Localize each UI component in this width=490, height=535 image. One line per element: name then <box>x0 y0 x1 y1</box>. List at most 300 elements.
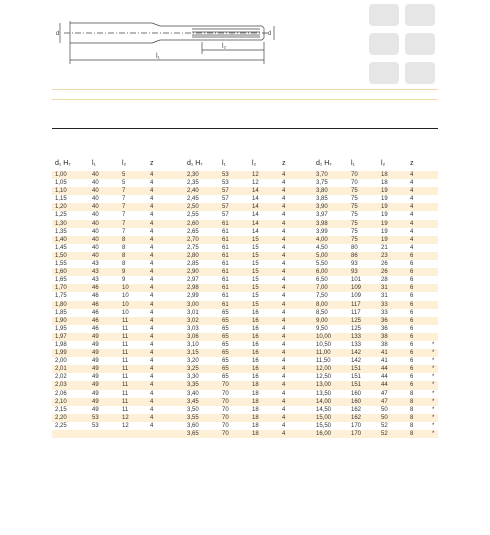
table-cell: 18 <box>252 414 259 421</box>
table-row <box>52 309 438 317</box>
table-cell: 1,15 <box>55 196 67 203</box>
table-cell: 11,50 <box>316 358 331 365</box>
table-row <box>52 171 438 179</box>
table-cell: 3,30 <box>187 374 199 381</box>
table-cell: 4 <box>282 236 286 243</box>
note-star: * <box>432 366 435 373</box>
column-header: l₁ <box>351 160 355 167</box>
table-cell: 10 <box>122 309 129 316</box>
table-cell: 3,60 <box>187 422 199 429</box>
table-cell: 2,70 <box>187 236 199 243</box>
table-cell: 13,50 <box>316 390 332 397</box>
table-row <box>52 373 438 381</box>
table-cell: 70 <box>222 406 229 413</box>
table-cell: 70 <box>222 431 229 437</box>
table-cell: 36 <box>381 317 388 324</box>
table-cell: 4 <box>410 196 414 203</box>
table-cell: 170 <box>351 431 362 437</box>
table-cell: 11 <box>122 382 129 389</box>
table-row <box>52 381 438 389</box>
table-cell: 3,02 <box>187 317 199 324</box>
table-row <box>52 268 438 276</box>
table-cell: 8,50 <box>316 309 328 316</box>
table-cell: 2,45 <box>187 196 199 203</box>
table-cell: 75 <box>351 204 358 211</box>
table-cell: 11 <box>122 341 129 348</box>
table-cell: 4 <box>150 252 154 259</box>
table-cell: 15,50 <box>316 422 332 429</box>
table-cell: 10,50 <box>316 341 332 348</box>
column-header: l₂ <box>381 160 386 167</box>
table-cell: 15,00 <box>316 414 332 421</box>
table-cell: 12 <box>252 172 259 178</box>
table-row <box>52 365 438 373</box>
table-cell: 8 <box>410 398 414 405</box>
table-cell: 162 <box>351 414 362 421</box>
table-cell: 2,00 <box>55 358 67 365</box>
note-star: * <box>432 374 435 381</box>
l2-label: l₂ <box>222 43 227 50</box>
table-cell: 4 <box>150 317 154 324</box>
table-cell: 3,45 <box>187 398 199 405</box>
table-cell: 65 <box>222 358 229 365</box>
table-cell: 18 <box>252 398 259 405</box>
placeholder-icon <box>405 62 435 84</box>
table-cell: 6 <box>410 341 414 348</box>
table-cell: 2,10 <box>55 398 67 405</box>
table-cell: 4 <box>282 277 286 284</box>
table-cell: 19 <box>381 236 388 243</box>
table-cell: 16 <box>252 333 259 340</box>
table-cell: 50 <box>381 406 388 413</box>
table-cell: 2,75 <box>187 244 199 251</box>
table-cell: 7 <box>122 228 126 235</box>
table-cell: 16 <box>252 358 259 365</box>
table-cell: 1,25 <box>55 212 67 219</box>
table-cell: 33 <box>381 309 388 316</box>
placeholder-icon <box>405 33 435 55</box>
table-cell: 9,00 <box>316 317 328 324</box>
table-cell: 49 <box>92 333 99 340</box>
table-cell: 19 <box>381 204 388 211</box>
table-cell: 7 <box>122 204 126 211</box>
table-cell: 15 <box>252 301 259 308</box>
table-cell: 49 <box>92 374 99 381</box>
table-cell: 2,90 <box>187 269 199 276</box>
table-cell: 2,06 <box>55 390 67 397</box>
table-cell: 1,90 <box>55 317 67 324</box>
table-row <box>52 252 438 260</box>
table-cell: 4 <box>282 204 286 211</box>
table-cell: 7,50 <box>316 293 328 300</box>
table-cell: 2,03 <box>55 382 67 389</box>
table-cell: 16 <box>252 350 259 357</box>
table-cell: 46 <box>92 325 99 332</box>
table-cell: 1,10 <box>55 188 67 195</box>
table-cell: 44 <box>381 366 388 373</box>
table-cell: 19 <box>381 212 388 219</box>
table-cell: 4 <box>150 180 154 187</box>
table-cell: 4 <box>410 180 414 187</box>
table-cell: 3,00 <box>187 301 199 308</box>
table-cell: 75 <box>351 220 358 227</box>
table-row <box>52 292 438 300</box>
table-cell: 4 <box>282 212 286 219</box>
table-row <box>52 203 438 211</box>
table-cell: 3,99 <box>316 228 328 235</box>
table-cell: 6 <box>410 269 414 276</box>
table-cell: 8 <box>410 390 414 397</box>
table-cell: 4 <box>150 228 154 235</box>
table-cell: 4 <box>150 325 154 332</box>
note-star: * <box>432 431 435 437</box>
table-row <box>52 187 438 195</box>
table-cell: 49 <box>92 398 99 405</box>
table-cell: 50 <box>381 414 388 421</box>
table-cell: 46 <box>92 317 99 324</box>
table-cell: 46 <box>92 309 99 316</box>
table-cell: 7 <box>122 212 126 219</box>
table-cell: 11 <box>122 374 129 381</box>
table-cell: 26 <box>381 261 388 268</box>
table-cell: 40 <box>92 244 99 251</box>
placeholder-icon <box>405 4 435 26</box>
table-cell: 4 <box>150 398 154 405</box>
table-cell: 6 <box>410 374 414 381</box>
table-cell: 2,99 <box>187 293 199 300</box>
table-cell: 4 <box>150 204 154 211</box>
table-cell: 8 <box>122 252 126 259</box>
table-cell: 4 <box>150 333 154 340</box>
table-cell: 52 <box>381 431 388 437</box>
table-cell: 4 <box>150 172 154 178</box>
table-cell: 41 <box>381 350 388 357</box>
table-cell: 4 <box>150 269 154 276</box>
note-star: * <box>432 390 435 397</box>
table-row <box>52 390 438 398</box>
table-cell: 4 <box>282 196 286 203</box>
table-cell: 52 <box>381 422 388 429</box>
table-row <box>52 349 438 357</box>
table-cell: 36 <box>381 325 388 332</box>
table-cell: 4 <box>282 382 286 389</box>
table-cell: 75 <box>351 196 358 203</box>
table-cell: 10 <box>122 301 129 308</box>
table-cell: 14,50 <box>316 406 332 413</box>
table-cell: 2,97 <box>187 277 199 284</box>
table-header <box>52 160 438 171</box>
table-cell: 4 <box>410 212 414 219</box>
table-cell: 75 <box>351 228 358 235</box>
table-cell: 1,70 <box>55 285 67 292</box>
table-cell: 14 <box>252 212 259 219</box>
table-cell: 49 <box>92 382 99 389</box>
table-cell: 4 <box>410 204 414 211</box>
table-cell: 40 <box>92 204 99 211</box>
column-header: d₁ H₇ <box>316 160 332 167</box>
table-cell: 6 <box>410 301 414 308</box>
table-row <box>52 333 438 341</box>
table-cell: 40 <box>92 228 99 235</box>
table-cell: 4,50 <box>316 244 328 251</box>
table-cell: 15 <box>252 277 259 284</box>
table-cell: 2,20 <box>55 414 67 421</box>
table-cell: 4 <box>282 406 286 413</box>
table-cell: 4 <box>410 244 414 251</box>
column-header: l₁ <box>222 160 226 167</box>
table-cell: 2,55 <box>187 212 199 219</box>
table-cell: 8 <box>410 406 414 413</box>
table-cell: 1,80 <box>55 301 67 308</box>
table-cell: 4 <box>150 382 154 389</box>
table-cell: 43 <box>92 261 99 268</box>
table-cell: 2,98 <box>187 285 199 292</box>
table-cell: 109 <box>351 285 362 292</box>
table-cell: 6 <box>410 358 414 365</box>
table-cell: 6 <box>410 350 414 357</box>
table-cell: 5,00 <box>316 252 328 259</box>
table-cell: 57 <box>222 212 229 219</box>
table-cell: 18 <box>381 172 388 178</box>
table-cell: 151 <box>351 374 362 381</box>
table-cell: 65 <box>222 366 229 373</box>
table-cell: 6 <box>410 293 414 300</box>
table-cell: 16,00 <box>316 431 332 437</box>
table-cell: 3,01 <box>187 309 199 316</box>
table-cell: 6 <box>410 285 414 292</box>
table-cell: 6 <box>410 325 414 332</box>
table-row <box>52 398 438 406</box>
divider <box>52 128 438 129</box>
table-cell: 53 <box>92 414 99 421</box>
table-cell: 117 <box>351 309 361 316</box>
table-cell: 33 <box>381 301 388 308</box>
table-cell: 49 <box>92 350 99 357</box>
table-cell: 61 <box>222 220 229 227</box>
table-cell: 7 <box>122 196 126 203</box>
table-cell: 3,06 <box>187 333 199 340</box>
table-cell: 133 <box>351 341 362 348</box>
table-cell: 70 <box>351 180 358 187</box>
table-cell: 18 <box>252 431 259 437</box>
table-cell: 15 <box>252 236 259 243</box>
table-cell: 1,99 <box>55 350 67 357</box>
table-cell: 31 <box>381 285 388 292</box>
table-row <box>52 276 438 284</box>
d1-label: d <box>268 31 272 37</box>
table-row <box>52 301 438 309</box>
table-cell: 4 <box>150 390 154 397</box>
table-cell: 8 <box>122 261 126 268</box>
table-cell: 61 <box>222 285 229 292</box>
column-header: d₁ H₇ <box>187 160 203 167</box>
table-cell: 4 <box>410 228 414 235</box>
table-cell: 3,97 <box>316 212 328 219</box>
table-cell: 4 <box>282 366 286 373</box>
table-cell: 16 <box>252 317 259 324</box>
table-cell: 4 <box>282 188 286 195</box>
table-cell: 12,00 <box>316 366 332 373</box>
table-cell: 5 <box>122 180 126 187</box>
table-cell: 65 <box>222 333 229 340</box>
table-cell: 4 <box>150 261 154 268</box>
table-cell: 80 <box>351 244 358 251</box>
table-cell: 4 <box>150 309 154 316</box>
table-cell: 53 <box>222 172 229 178</box>
table-cell: 86 <box>351 252 358 259</box>
table-cell: 2,01 <box>55 366 67 373</box>
table-cell: 3,55 <box>187 414 199 421</box>
table-cell: 11 <box>122 358 129 365</box>
table-cell: 14 <box>252 228 259 235</box>
table-cell: 16 <box>252 366 259 373</box>
table-cell: 49 <box>92 406 99 413</box>
table-cell: 6,00 <box>316 269 328 276</box>
table-cell: 9 <box>122 277 126 284</box>
table-cell: 4 <box>282 390 286 397</box>
table-cell: 4 <box>150 220 154 227</box>
table-cell: 18 <box>252 382 259 389</box>
table-cell: 4 <box>282 228 286 235</box>
table-row <box>52 325 438 333</box>
table-cell: 142 <box>351 358 362 365</box>
table-cell: 4 <box>282 220 286 227</box>
table-row <box>52 406 438 414</box>
table-cell: 70 <box>351 172 358 178</box>
table-cell: 12 <box>252 180 259 187</box>
table-cell: 5,50 <box>316 261 328 268</box>
table-cell: 23 <box>381 252 388 259</box>
table-cell: 14 <box>252 188 259 195</box>
table-cell: 15 <box>252 285 259 292</box>
table-row <box>52 195 438 203</box>
table-row <box>52 220 438 228</box>
table-cell: 16 <box>252 309 259 316</box>
table-row <box>52 317 438 325</box>
table-cell: 4 <box>282 431 286 437</box>
table-cell: 12 <box>122 422 129 429</box>
table-row <box>52 211 438 219</box>
table-cell: 13,00 <box>316 382 332 389</box>
note-star: * <box>432 398 435 405</box>
table-cell: 1,60 <box>55 269 67 276</box>
table-cell: 43 <box>92 277 99 284</box>
table-cell: 133 <box>351 333 362 340</box>
reamer-size-table <box>52 160 438 438</box>
table-cell: 11 <box>122 350 129 357</box>
table-cell: 3,25 <box>187 366 199 373</box>
table-cell: 151 <box>351 382 362 389</box>
table-row <box>52 357 438 365</box>
table-cell: 6 <box>410 309 414 316</box>
table-cell: 6,50 <box>316 277 328 284</box>
table-cell: 1,97 <box>55 333 67 340</box>
table-cell: 4 <box>150 422 154 429</box>
table-row <box>52 414 438 422</box>
table-cell: 2,35 <box>187 180 199 187</box>
table-cell: 3,40 <box>187 390 199 397</box>
table-cell: 70 <box>222 398 229 405</box>
table-cell: 4 <box>282 285 286 292</box>
table-cell: 1,75 <box>55 293 67 300</box>
table-cell: 40 <box>92 172 99 178</box>
table-cell: 4 <box>150 414 154 421</box>
table-cell: 8 <box>410 422 414 429</box>
table-cell: 7,00 <box>316 285 328 292</box>
table-cell: 75 <box>351 236 358 243</box>
table-cell: 4 <box>150 341 154 348</box>
column-header: l₂ <box>122 160 127 167</box>
table-cell: 4 <box>282 325 286 332</box>
table-cell: 4 <box>282 261 286 268</box>
table-cell: 19 <box>381 196 388 203</box>
table-cell: 4 <box>150 358 154 365</box>
table-cell: 4 <box>282 244 286 251</box>
table-cell: 10,00 <box>316 333 332 340</box>
table-cell: 47 <box>381 398 388 405</box>
table-cell: 8,00 <box>316 301 328 308</box>
table-cell: 101 <box>351 277 362 284</box>
table-cell: 14,00 <box>316 398 332 405</box>
table-cell: 4 <box>282 309 286 316</box>
table-cell: 61 <box>222 269 229 276</box>
table-cell: 151 <box>351 366 362 373</box>
table-cell: 1,65 <box>55 277 67 284</box>
table-cell: 2,50 <box>187 204 199 211</box>
table-cell: 65 <box>222 350 229 357</box>
reamer-drawing <box>52 14 282 69</box>
note-star: * <box>432 358 435 365</box>
table-cell: 1,50 <box>55 252 67 259</box>
table-cell: 7 <box>122 188 126 195</box>
table-cell: 49 <box>92 341 99 348</box>
table-cell: 1,55 <box>55 261 67 268</box>
table-cell: 15 <box>252 269 259 276</box>
table-cell: 8 <box>122 236 126 243</box>
placeholder-icon <box>369 4 399 26</box>
table-cell: 7 <box>122 220 126 227</box>
table-cell: 4 <box>410 220 414 227</box>
table-cell: 3,03 <box>187 325 199 332</box>
table-cell: 160 <box>351 398 362 405</box>
table-cell: 4 <box>282 301 286 308</box>
table-cell: 4 <box>282 252 286 259</box>
note-star: * <box>432 406 435 413</box>
table-cell: 16 <box>252 325 259 332</box>
table-cell: 4 <box>282 317 286 324</box>
table-cell: 4 <box>282 293 286 300</box>
table-cell: 11 <box>122 317 129 324</box>
table-cell: 4 <box>150 277 154 284</box>
table-cell: 109 <box>351 293 362 300</box>
table-cell: 65 <box>222 325 229 332</box>
table-cell: 16 <box>252 341 259 348</box>
table-cell: 9 <box>122 269 126 276</box>
table-cell: 3,90 <box>316 204 328 211</box>
table-cell: 61 <box>222 277 229 284</box>
table-cell: 49 <box>92 358 99 365</box>
table-cell: 4 <box>282 422 286 429</box>
table-cell: 1,00 <box>55 172 67 178</box>
table-cell: 65 <box>222 341 229 348</box>
table-cell: 4 <box>282 172 286 178</box>
table-cell: 70 <box>222 390 229 397</box>
table-cell: 1,45 <box>55 244 67 251</box>
table-cell: 10 <box>122 293 129 300</box>
table-cell: 4 <box>150 244 154 251</box>
table-cell: 2,85 <box>187 261 199 268</box>
table-cell: 4 <box>150 236 154 243</box>
